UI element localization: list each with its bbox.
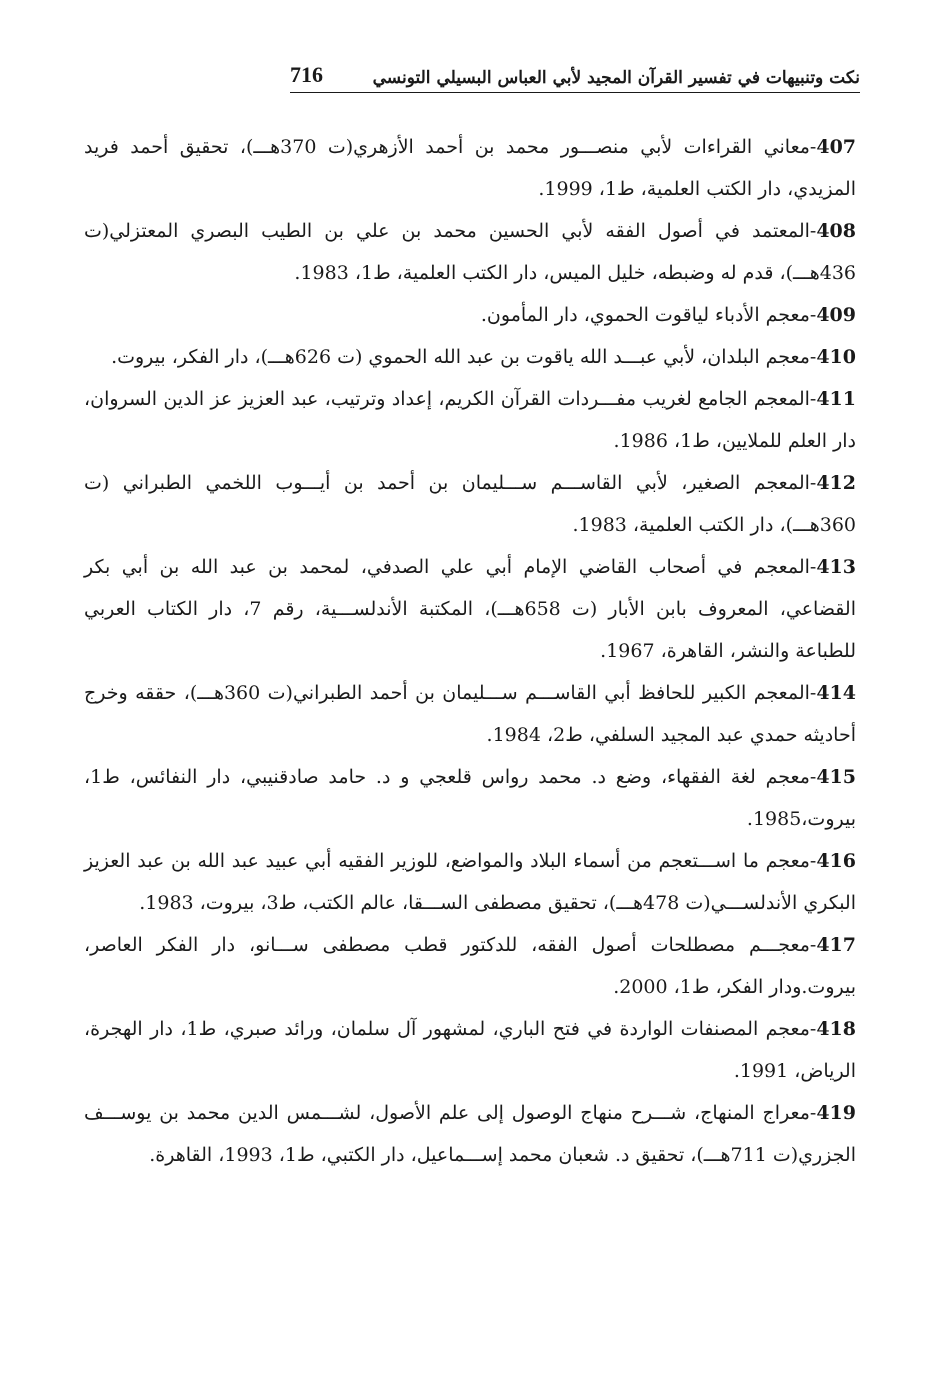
entry-number: 411 [816,388,856,410]
entry-number: 410 [816,346,856,368]
entry-text: -معاني القراءات لأبي منصـــور محمد بن أحمد الأزهري(ت 370هـــ)، تحقيق أحمد فريد المزيدي، دار الكتب العلمية، ط1، 1999. [84,136,856,200]
bibliography-entry [84,1008,856,1092]
bibliography-entry [84,378,856,462]
entry-number: 409 [816,304,856,326]
entry-text: -معجم ما اســـتعجم من أسماء البلاد والمواضع، للوزير الفقيه أبي عبيد عبد الله بن عبد العزيز البكري الأندلســـي(ت 478هـــ)، تحقيق مصطفى الســـقا، عالم الكتب، ط3، بيروت، 1983. [84,850,856,914]
entry-text: -معراج المنهاج، شـــرح منهاج الوصول إلى علم الأصول، لشـــمس الدين محمد بن يوســـف الجزري(ت 711هـــ)، تحقيق د. شعبان محمد إســـماعيل، دار الكتبي، ط1، 1993، القاهرة. [84,1102,856,1166]
entry-number: 418 [816,1018,856,1040]
bibliography-entry [84,210,856,294]
entry-number: 413 [816,556,856,578]
entry-text: -المعجم في أصحاب القاضي الإمام أبي علي الصدفي، لمحمد بن عبد الله بن أبي بكر القضاعي، المعروف بابن الأبار (ت 658هـــ)، المكتبة الأندلســـية، رقم 7، دار الكتاب العربي للطباعة والنشر، القاهرة، 1967. [84,556,856,662]
entry-text: -معجـــم مصطلحات أصول الفقه، للدكتور قطب مصطفى ســـانو، دار الفكر العاصر، بيروت.ودار الفكر، ط1، 2000. [84,934,856,998]
running-title: نكت وتنبيهات في تفسير القرآن المجيد لأبي العباس البسيلي التونسي [372,68,860,88]
entry-number: 414 [816,682,856,704]
bibliography-entry [84,546,856,672]
entry-number: 417 [816,934,856,956]
entry-number: 416 [816,850,856,872]
entry-text: -المعتمد في أصول الفقه لأبي الحسين محمد بن علي بن الطيب البصري المعتزلي(ت 436هـــ)، قدم له وضبطه، خليل الميس، دار الكتب العلمية، ط1، 1983. [84,220,856,284]
page-number: 716 [290,62,323,87]
entry-number: 407 [816,136,857,158]
entry-number: 412 [816,472,856,494]
entry-text: -المعجم الكبير للحافظ أبي القاســـم ســـليمان بن أحمد الطبراني(ت 360هـــ)، حققه وخرج أحاديثه حمدي عبد المجيد السلفي، ط2، 1984. [84,682,856,746]
running-header [290,50,860,93]
entry-text: -معجم الأدباء لياقوت الحموي، دار المأمون. [480,304,817,326]
entry-text: -معجم البلدان، لأبي عبـــد الله ياقوت بن عبد الله الحموي (ت 626هـــ)، دار الفكر، بيروت. [111,346,817,368]
bibliography-entry [84,336,856,378]
bibliography-entry [84,462,856,546]
entry-text: -معجم المصنفات الواردة في فتح الباري، لمشهور آل سلمان، ورائد صبري، ط1، دار الهجرة، الرياض، 1991. [84,1018,856,1082]
bibliography-entry [84,294,856,336]
entry-text: -معجم لغة الفقهاء، وضع د. محمد رواس قلعجي و د. حامد صادقنيبي، دار النفائس، ط1، بيروت،1985. [84,766,856,830]
bibliography-entry [84,756,856,840]
entry-number: 419 [816,1102,856,1124]
bibliography-entry [84,840,856,924]
bibliography-entry [84,126,856,210]
entry-text: -المعجم الجامع لغريب مفـــردات القرآن الكريم، إعداد وترتيب، عبد العزيز عز الدين السروان، دار العلم للملايين، ط1، 1986. [84,388,856,452]
bibliography-entry [84,1092,856,1176]
entry-number: 415 [816,766,856,788]
bibliography-list [84,126,856,1176]
bibliography-entry [84,924,856,1008]
bibliography-entry [84,672,856,756]
entry-text: -المعجم الصغير، لأبي القاســـم ســـليمان بن أحمد بن أيـــوب اللخمي الطبراني (ت 360هـــ)، دار الكتب العلمية، 1983. [84,472,856,536]
entry-number: 408 [816,220,856,242]
